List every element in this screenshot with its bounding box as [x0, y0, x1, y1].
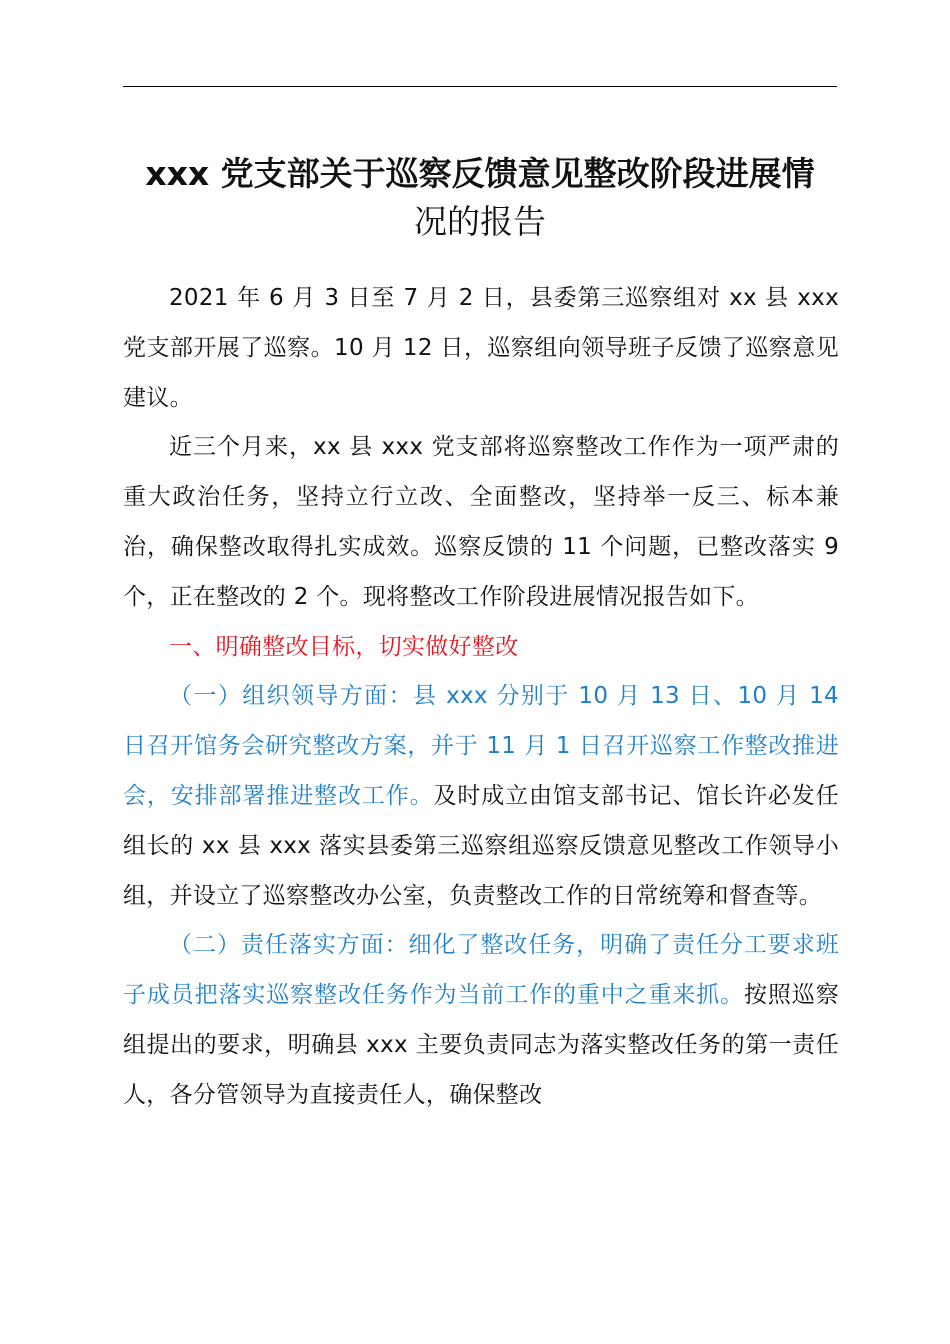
header-rule — [123, 86, 837, 87]
document-body — [123, 274, 839, 1121]
paragraph-summary: 近三个月来，xx 县 xxx 党支部将巡察整改工作作为一项严肃的重大政治任务，坚持立行立改、全面整改，坚持举一反三、标本兼治，确保整改取得扎实成效。巡察反馈的 11 个问题，已整改落实 9 个，正在整改的 2 个。现将整改工作阶段进展情况报告如下。 — [123, 434, 839, 610]
paragraph-organization — [123, 672, 839, 921]
title-line-1: xxx 党支部关于巡察反馈意见整改阶段进展情 — [145, 154, 815, 193]
paragraph-responsibility — [123, 921, 839, 1120]
title-line-2: 况的报告 — [414, 202, 546, 241]
paragraph-intro: 2021 年 6 月 3 日至 7 月 2 日，县委第三巡察组对 xx 县 xxx 党支部开展了巡察。10 月 12 日，巡察组向领导班子反馈了巡察意见建议。 — [123, 285, 839, 411]
organization-highlight: （一）组织领导方面：县 xxx 分别于 10 月 13 日、10 月 14 日召开馆务会研究整改方案，并于 11 月 1 日召开巡察工作整改推进会，安排部署推进整改工作。 — [123, 683, 839, 809]
responsibility-text: 按照巡察组提出的要求，明确县 xxx 主要负责同志为落实整改任务的第一责任人，各分管领导为直接责任人，确保整改 — [123, 982, 839, 1108]
responsibility-highlight: （二）责任落实方面：细化了整改任务，明确了责任分工要求班子成员把落实巡察整改任务作为当前工作的重中之重来抓。 — [123, 932, 839, 1009]
organization-text: 及时成立由馆支部书记、馆长许必发任组长的 xx 县 xxx 落实县委第三巡察组巡察反馈意见整改工作领导小组，并设立了巡察整改办公室，负责整改工作的日常统筹和督查等。 — [123, 782, 839, 909]
section-heading-1: 一、明确整改目标，切实做好整改 — [169, 633, 519, 660]
document-title — [118, 150, 842, 246]
